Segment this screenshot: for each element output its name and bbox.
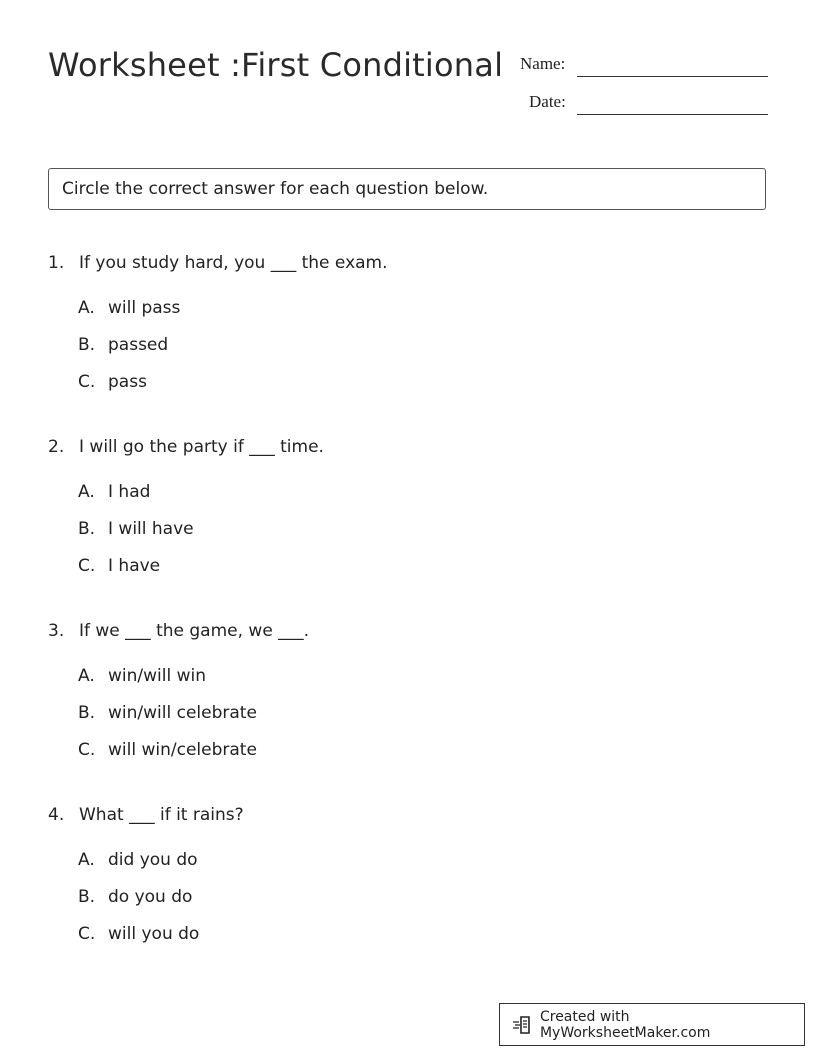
option-letter: B. — [78, 519, 96, 539]
option-text: I have — [108, 556, 161, 576]
option-letter: C. — [78, 740, 96, 760]
question-text: If we ___ the game, we ___. — [79, 621, 310, 641]
option-letter: C. — [78, 924, 96, 944]
option-letter: C. — [78, 372, 96, 392]
option-text: will win/celebrate — [108, 740, 257, 760]
option-text: do you do — [108, 887, 193, 907]
option-text: win/will celebrate — [108, 703, 257, 723]
date-line[interactable] — [577, 114, 768, 115]
option-text: did you do — [108, 850, 198, 870]
option-text: pass — [108, 372, 147, 392]
option-letter: B. — [78, 887, 96, 907]
question-text: What ___ if it rains? — [79, 805, 244, 825]
option-text: I will have — [108, 519, 194, 539]
option-letter: A. — [78, 298, 95, 318]
option-letter: B. — [78, 335, 96, 355]
option-text: will pass — [108, 298, 181, 318]
option-text: passed — [108, 335, 169, 355]
name-line[interactable] — [577, 76, 768, 77]
question-number: 3. — [48, 621, 65, 641]
option-letter: C. — [78, 556, 96, 576]
question-text: If you study hard, you ___ the exam. — [79, 253, 388, 273]
name-label: Name: — [520, 54, 566, 73]
option-letter: B. — [78, 703, 96, 723]
option-letter: A. — [78, 850, 95, 870]
worksheet-maker-logo-icon — [512, 1015, 534, 1035]
instructions-box: Circle the correct answer for each question below. — [48, 168, 766, 210]
question-number: 2. — [48, 437, 65, 457]
question-number: 4. — [48, 805, 65, 825]
footer-text: Created with MyWorksheetMaker.com — [539, 1008, 711, 1041]
option-text: win/will win — [108, 666, 207, 686]
question-text: I will go the party if ___ time. — [79, 437, 324, 457]
date-label: Date: — [529, 92, 566, 111]
option-letter: A. — [78, 666, 95, 686]
option-text: will you do — [108, 924, 200, 944]
page-title: Worksheet :First Conditional — [48, 46, 504, 84]
option-letter: A. — [78, 482, 95, 502]
option-text: I had — [108, 482, 151, 502]
question-number: 1. — [48, 253, 65, 273]
footer-credit[interactable] — [499, 1003, 805, 1046]
